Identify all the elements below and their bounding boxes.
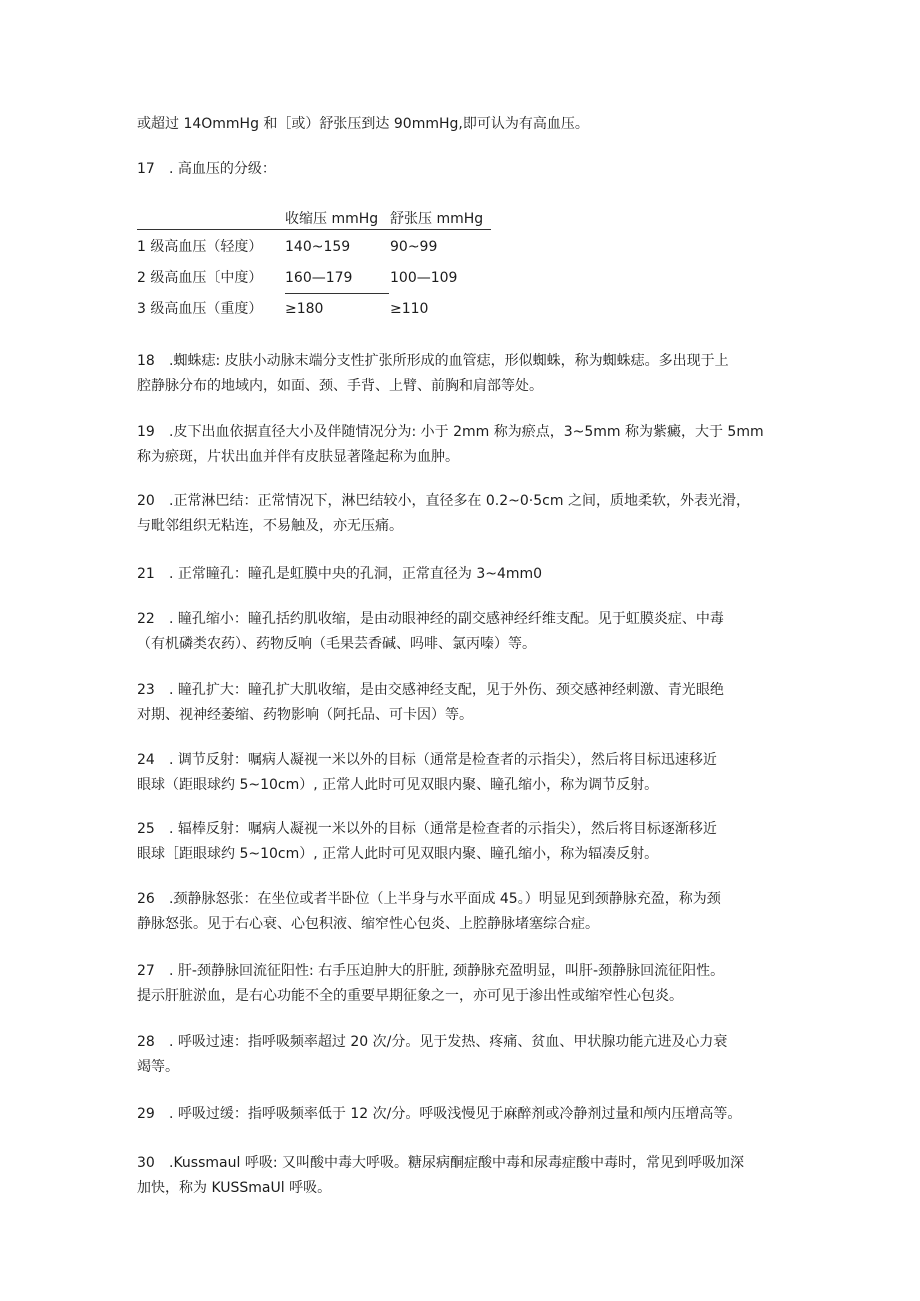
item-19: [137, 420, 797, 470]
item-text-line: .蜘蛛痣: 皮肤小动脉末端分支性扩张所形成的血管痣，形似蜘蛛，称为蜘蛛痣。多出现于上: [169, 353, 729, 369]
section-17-heading: [137, 157, 797, 182]
item-number: 24: [137, 752, 155, 768]
item-text-line: .颈静脉怒张：在坐位或者半卧位（上半身与水平面成 45。）明显见到颈静脉充盈，称为颈: [169, 891, 721, 907]
item-21: [137, 562, 797, 587]
item-number: 28: [137, 1034, 155, 1050]
table-row-1-diastolic: 90~99: [390, 239, 438, 255]
table-row-3-systolic: ≥180: [285, 301, 324, 317]
item-22: [137, 607, 797, 657]
intro-line: 或超过 14OmmHg 和［或）舒张压到达 90mmHg,即可认为有高血压。: [137, 116, 589, 132]
item-text-line: .Kussmaul 呼吸: 又叫酸中毒大呼吸。糖尿病酮症酸中毒和尿毒症酸中毒时，常见到呼吸加深: [169, 1155, 744, 1171]
item-number: 27: [137, 963, 155, 979]
table-row-2-diastolic: 100—109: [390, 270, 458, 286]
item-text-line: 眼球（距眼球约 5~10cm）, 正常人此时可见双眼内聚、瞳孔缩小，称为调节反射。: [137, 777, 659, 793]
item-20: [137, 489, 797, 539]
item-text-line: （有机磷类农药）、药物反响（毛果芸香碱、吗啡、氯丙嗪）等。: [137, 636, 536, 652]
item-text-line: . 呼吸过缓：指呼吸频率低于 12 次/分。呼吸浅慢见于麻醉剂或冷静剂过量和颅内压增高等。: [169, 1106, 742, 1122]
item-text-line: . 瞳孔缩小：瞳孔括约肌收缩，是由动眼神经的副交感神经纤维支配。见于虹膜炎症、中毒: [169, 611, 724, 627]
item-number: 20: [137, 493, 155, 509]
item-26: [137, 887, 797, 937]
table-header-diastolic: 舒张压 mmHg: [390, 211, 484, 227]
item-number: 29: [137, 1106, 155, 1122]
item-27: [137, 959, 797, 1009]
item-25: [137, 817, 797, 867]
item-text-line: 眼球［距眼球约 5~10cm）, 正常人此时可见双眼内聚、瞳孔缩小，称为辐凑反射。: [137, 846, 659, 862]
item-number: 30: [137, 1155, 155, 1171]
item-number: 17: [137, 161, 155, 177]
item-18: [137, 349, 797, 399]
item-text-line: .皮下出血依据直径大小及伴随情况分为: 小于 2mm 称为瘀点，3~5mm 称为紫癜，大于 5mm: [169, 424, 764, 440]
table-row-1-systolic: 140~159: [285, 239, 351, 255]
item-number: 21: [137, 566, 155, 582]
item-text-line: . 调节反射：嘱病人凝视一米以外的目标（通常是检查者的示指尖），然后将目标迅速移近: [169, 752, 717, 768]
item-text-line: 加快，称为 KUSSmaUl 呼吸。: [137, 1180, 332, 1196]
item-text-line: .正常淋巴结：正常情况下，淋巴结较小，直径多在 0.2~0·5cm 之间，质地柔软，外表光滑，: [169, 493, 750, 509]
item-text-line: . 呼吸过速：指呼吸频率超过 20 次/分。见于发热、疼痛、贫血、甲状腺功能亢进及心力衰: [169, 1034, 728, 1050]
item-text-line: 静脉怒张。见于右心衰、心包积液、缩窄性心包炎、上腔静脉堵塞综合症。: [137, 916, 599, 932]
item-text-line: 提示肝脏淤血，是右心功能不全的重要早期征象之一，亦可见于渗出性或缩窄性心包炎。: [137, 988, 683, 1004]
item-28: [137, 1030, 797, 1080]
item-number: 19: [137, 424, 155, 440]
intro-paragraph: [137, 112, 797, 137]
item-number: 25: [137, 821, 155, 837]
item-23: [137, 678, 797, 728]
item-text-line: 与毗邻组织无粘连，不易触及，亦无压痛。: [137, 518, 403, 534]
table-row-2-systolic: 160—179: [285, 270, 353, 286]
item-text-line: . 瞳孔扩大：瞳孔扩大肌收缩，是由交感神经支配，见于外伤、颈交感神经刺激、青光眼绝: [169, 682, 724, 698]
table-row-2-label: 2 级高血压〔中度）: [137, 270, 263, 286]
table-row-3-label: 3 级高血压（重度）: [137, 301, 263, 317]
table-row-3-diastolic: ≥110: [390, 301, 429, 317]
item-text-line: 腔静脉分布的地域内，如面、颈、手背、上臂、前胸和肩部等处。: [137, 378, 543, 394]
item-text-line: 称为瘀斑，片状出血并伴有皮肤显著隆起称为血肿。: [137, 449, 459, 465]
table-mid-rule: [285, 293, 389, 294]
section-17-text: . 高血压的分级：: [169, 161, 276, 177]
item-30: [137, 1151, 797, 1201]
table-row-1-label: 1 级高血压（轻度）: [137, 239, 263, 255]
item-text-line: 竭等。: [137, 1059, 179, 1075]
item-number: 22: [137, 611, 155, 627]
table-top-rule: [137, 229, 491, 230]
item-text-line: 对期、视神经萎缩、药物影响（阿托品、可卡因）等。: [137, 707, 473, 723]
item-text-line: . 肝-颈静脉回流征阳性: 右手压迫肿大的肝脏, 颈静脉充盈明显，叫肝-颈静脉回流征阳性。: [169, 963, 725, 979]
item-text-line: . 辐棒反射：嘱病人凝视一米以外的目标（通常是检查者的示指尖），然后将目标逐渐移近: [169, 821, 717, 837]
item-number: 18: [137, 353, 155, 369]
item-29: [137, 1102, 797, 1127]
item-number: 23: [137, 682, 155, 698]
item-text-line: . 正常瞳孔：瞳孔是虹膜中央的孔洞，正常直径为 3~4mm0: [169, 566, 543, 582]
item-number: 26: [137, 891, 155, 907]
table-header-systolic: 收缩压 mmHg: [285, 211, 379, 227]
item-24: [137, 748, 797, 798]
